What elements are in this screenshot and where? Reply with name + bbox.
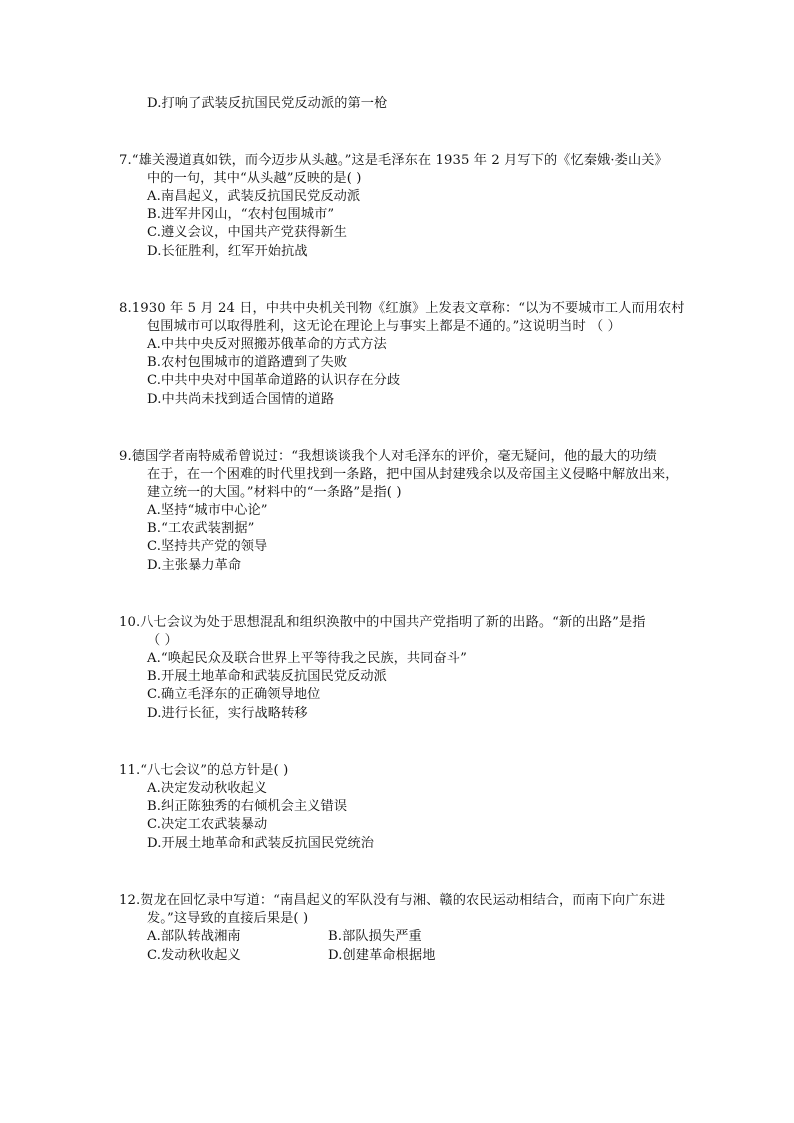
q7-option-a: A.南昌起义，武装反抗国民党反动派 [147,189,361,204]
q12-option-c: C.发动秋收起义 [147,948,241,963]
q10-option-b: B.开展土地革命和武装反抗国民党反动派 [147,669,387,684]
q12-option-a: A.部队转战湘南 [147,929,241,944]
q8-option-a: A.中共中央反对照搬苏俄革命的方式方法 [147,337,387,352]
q7-option-c: C.遵义会议，中国共产党获得新生 [147,225,348,240]
q11-option-b: B.纠正陈独秀的右倾机会主义错误 [147,799,348,814]
q12-stem-line-2: 发。”这导致的直接后果是( ) [147,911,309,926]
q6-option-d: D.打响了武装反抗国民党反动派的第一枪 [147,96,388,111]
q11-stem-line-1: 11.“八七会议”的总方针是( ) [119,763,289,778]
q11-option-c: C.决定工农武装暴动 [147,817,268,832]
q9-option-c: C.坚持共产党的领导 [147,539,268,554]
q7-option-b: B.进军井冈山，“农村包围城市” [147,207,335,222]
q9-option-d: D.主张暴力革命 [147,558,242,573]
q11-option-d: D.开展土地革命和武装反抗国民党统治 [147,836,375,851]
q8-stem-line-1: 8.1930 年 5 月 24 日，中共中央机关刊物《红旗》上发表文章称：“以为不要城市工人而用农村 [119,301,685,316]
q9-option-b: B.“工农武装割据” [147,521,255,536]
q9-stem-line-1: 9.德国学者南特威希曾说过：“我想谈谈我个人对毛泽东的评价，毫无疑问，他的最大的功绩 [119,449,657,464]
q7-option-d: D.长征胜利，红军开始抗战 [147,244,308,259]
q9-option-a: A.坚持“城市中心论” [147,503,268,518]
q7-stem-line-2: 中的一句，其中“从头越”反映的是( ) [147,171,362,186]
q12-option-d: D.创建革命根据地 [328,948,436,963]
q8-option-d: D.中共尚未找到适合国情的道路 [147,392,335,407]
q7-stem-line-1: 7.“雄关漫道真如铁，而今迈步从头越。”这是毛泽东在 1935 年 2 月写下的《忆秦娥·娄山关》 [119,153,668,168]
q10-option-d: D.进行长征，实行战略转移 [147,706,308,721]
q10-option-c: C.确立毛泽东的正确领导地位 [147,687,321,702]
q8-stem-line-2: 包围城市可以取得胜利，这无论在理论上与事实上都是不通的。”这说明当时 （ ） [147,319,621,334]
q10-stem-line-2: （ ） [147,633,178,648]
q10-option-a: A.“唤起民众及联合世界上平等待我之民族，共同奋斗” [147,651,467,666]
q11-option-a: A.决定发动秋收起义 [147,781,268,796]
q9-stem-line-2: 在于，在一个困难的时代里找到一条路，把中国从封建残余以及帝国主义侵略中解放出来， [147,467,679,482]
q8-option-b: B.农村包围城市的道路遭到了失败 [147,355,348,370]
q8-option-c: C.中共中央对中国革命道路的认识存在分歧 [147,373,401,388]
q9-stem-line-3: 建立统一的大国。”材料中的“一条路”是指( ) [147,485,402,500]
q12-stem-line-1: 12.贺龙在回忆录中写道：“南昌起义的军队没有与湘、赣的农民运动相结合，而南下向广东进 [119,893,666,908]
q10-stem-line-1: 10.八七会议为处于思想混乱和组织涣散中的中国共产党指明了新的出路。“新的出路”是指 [119,615,646,630]
q12-option-b: B.部队损失严重 [328,929,422,944]
